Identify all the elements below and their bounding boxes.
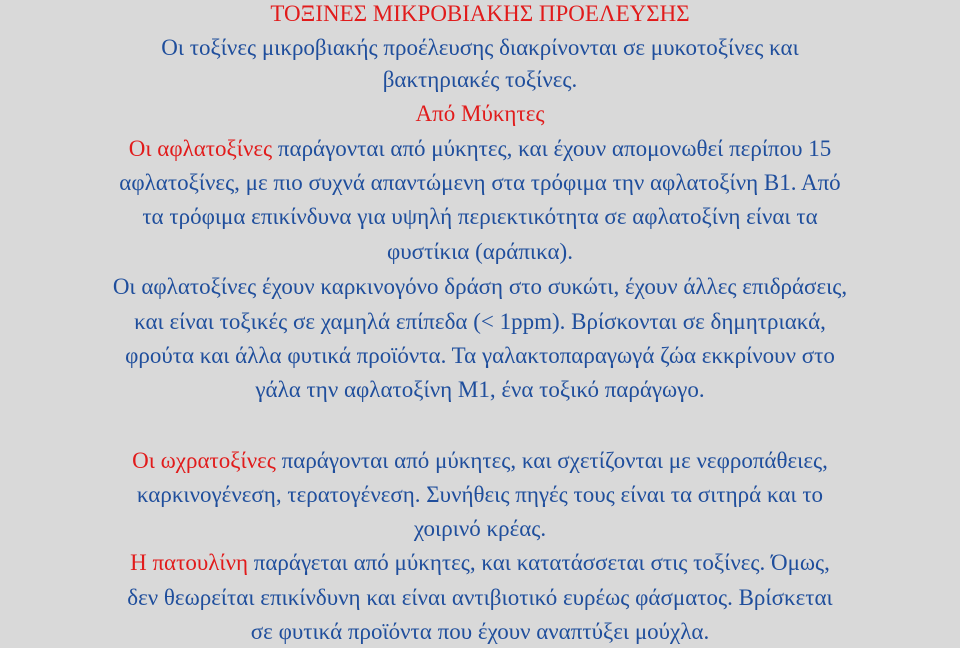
- ochratoxins-line-3: χοιρινό κρέας.: [413, 516, 547, 541]
- intro-line-2: βακτηριακές τοξίνες.: [382, 67, 578, 92]
- aflatoxins-line-2: αφλατοξίνες, με πιο συχνά απαντώμενη στα τρόφιμα την αφλατοξίνη Β1. Από: [119, 170, 841, 195]
- patulin-line-2: δεν θεωρείται επικίνδυνη και είναι αντιβιοτικό ευρέως φάσματος. Βρίσκεται: [127, 585, 833, 610]
- aflatoxins-line-6: και είναι τοξικές σε χαμηλά επίπεδα (< 1ppm). Βρίσκονται σε δημητριακά,: [134, 309, 826, 334]
- ochratoxins-line-1-rest: παράγονται από μύκητες, και σχετίζονται με νεφροπάθειες,: [275, 448, 828, 473]
- subheading-fungi: Από Μύκητες: [415, 101, 545, 126]
- intro-line-1: Οι τοξίνες μικροβιακής προέλευσης διακρίνονται σε μυκοτοξίνες και: [161, 35, 799, 60]
- patulin-term: Η πατουλίνη: [130, 550, 248, 575]
- aflatoxins-term-highlight: ξίνες: [226, 136, 273, 161]
- ochratoxins-line-1: [0, 445, 960, 477]
- aflatoxins-term-prefix: Οι αφλατο: [128, 136, 227, 161]
- ochratoxins-line-2: καρκινογένεση, τερατογένεση. Συνήθεις πηγές τους είναι τα σιτηρά και το: [136, 482, 824, 507]
- aflatoxins-line-5: Οι αφλατοξίνες έχουν καρκινογόνο δράση στο συκώτι, έχουν άλλες επιδράσεις,: [112, 274, 848, 299]
- patulin-line-1-rest: παράγεται από μύκητες, και κατατάσσεται στις τοξίνες. Όμως,: [248, 550, 830, 575]
- aflatoxins-line-8: γάλα την αφλατοξίνη Μ1, ένα τοξικό παράγωγο.: [255, 377, 705, 402]
- aflatoxins-line-7: φρούτα και άλλα φυτικά προϊόντα. Τα γαλακτοπαραγωγά ζώα εκκρίνουν στο: [125, 343, 835, 368]
- slide-title: ΤΟΞΙΝΕΣ ΜΙΚΡΟΒΙΑΚΗΣ ΠΡΟΕΛΕΥΣΗΣ: [270, 1, 690, 26]
- aflatoxins-line-1-rest: παράγονται από μύκητες, και έχουν απομονωθεί περίπου 15: [272, 136, 832, 161]
- patulin-line-3: σε φυτικά προϊόντα που έχουν αναπτύξει μούχλα.: [250, 619, 710, 644]
- ochratoxins-term: Οι ωχρατοξίνες: [132, 448, 276, 473]
- aflatoxins-line-3: τα τρόφιμα επικίνδυνα για υψηλή περιεκτικότητα σε αφλατοξίνη είναι τα: [142, 204, 818, 229]
- aflatoxins-line-4: φυστίκια (αράπικα).: [387, 239, 573, 264]
- patulin-line-1: [0, 547, 960, 579]
- aflatoxins-line-1: [0, 133, 960, 165]
